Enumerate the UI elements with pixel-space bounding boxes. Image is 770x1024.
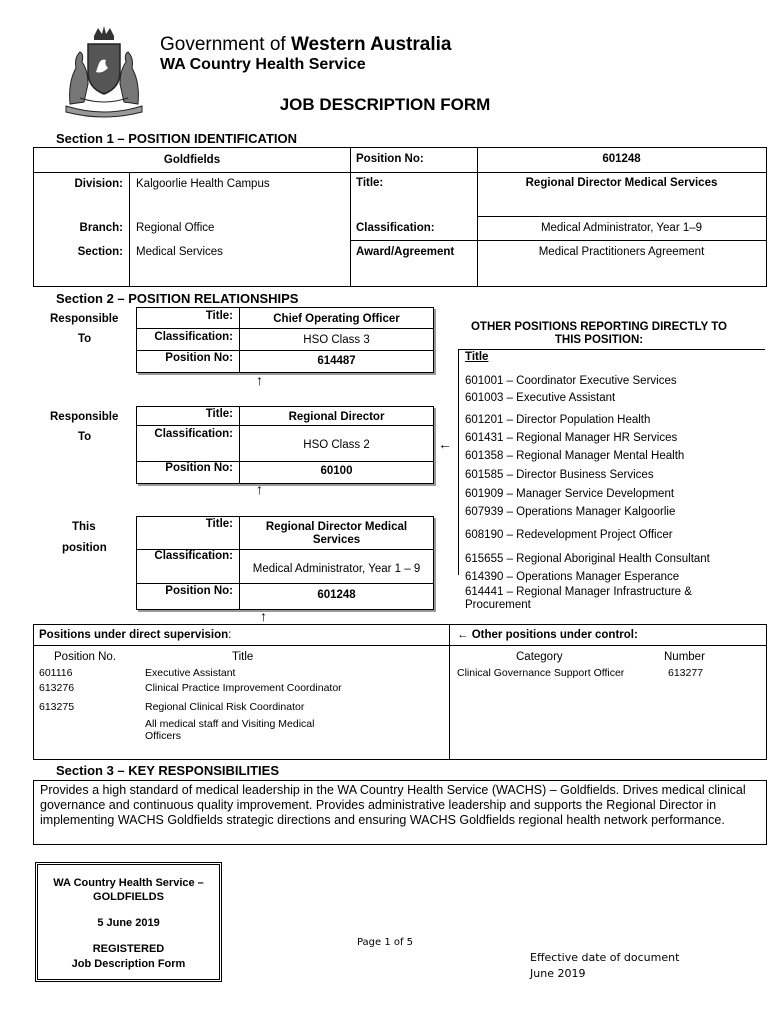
stamp-line-3: REGISTERED [92,943,165,955]
branch-value: Regional Office [136,222,215,234]
box1-position-no: 614487 [317,355,356,367]
responsible-to-box-1 [136,307,434,373]
col-number: Number [664,651,705,663]
box3-title-1: Regional Director Medical [265,521,408,533]
box2-classification: HSO Class 2 [303,439,370,451]
box3-title-label: Title: [205,518,233,530]
up-arrow-icon: ↑ [256,481,263,497]
division-label: Division: [74,178,123,190]
other-position-item: 601001 – Coordinator Executive Services [465,375,677,387]
award-value: Medical Practitioners Agreement [538,246,705,258]
section-label: Section: [77,246,123,258]
box2-title: Regional Director [288,411,385,423]
col-category: Category [516,651,563,663]
gov-prefix: Government of [160,34,291,55]
box3-classification: Medical Administrator, Year 1 – 9 [252,563,421,575]
up-arrow-icon: ↑ [260,608,267,624]
box2-side-label-1: Responsible [50,411,119,423]
box1-side-label-2: To [78,333,92,345]
box1-side-label-1: Responsible [50,313,119,325]
section-value: Medical Services [136,246,223,258]
classification-value: Medical Administrator, Year 1–9 [540,222,703,234]
section1-heading: Section 1 – POSITION IDENTIFICATION [56,131,298,146]
box-divider [137,328,433,329]
other-control-heading [457,629,638,641]
col-divider [129,172,130,286]
page-number: Page 1 of 5 [356,937,414,948]
box-divider [137,350,433,351]
box3-title-2: Services [312,534,361,546]
box1-title: Chief Operating Officer [273,313,400,325]
branch-label: Branch: [79,222,123,234]
this-position-box [136,516,434,610]
box3-side-label-1: This [72,521,96,533]
other-positions-divider [458,349,459,575]
other-position-item: 601909 – Manager Service Development [465,488,675,500]
other-position-item: 607939 – Operations Manager Kalgoorlie [465,506,676,518]
up-arrow-icon: ↑ [256,372,263,388]
box2-side-label-2: To [78,431,92,443]
table-row-title: Regional Clinical Risk Coordinator [145,701,305,713]
service-title: WA Country Health Service [160,56,366,73]
row-divider [34,645,766,646]
col-divider [350,148,351,286]
other-positions-heading-1: OTHER POSITIONS REPORTING DIRECTLY TO [470,321,727,333]
other-position-item: 601201 – Director Population Health [465,414,651,426]
table-row-no: 601116 [39,667,73,679]
section3-heading: Section 3 – KEY RESPONSIBILITIES [56,763,279,778]
row-divider [477,216,766,217]
other-row-number: 613277 [668,667,704,679]
table-row-no: 613276 [39,682,75,694]
col-position-no: Position No. [54,651,117,663]
registered-stamp [35,862,222,982]
box3-class-label: Classification: [154,550,233,562]
box3-side-label-2: position [62,542,107,554]
other-position-item: 614390 – Operations Manager Esperance [465,571,680,583]
classification-label: Classification: [356,222,435,234]
left-arrow-icon: ← [438,436,452,452]
supervision-heading [39,629,231,641]
table-row-no: 613275 [39,701,75,713]
section2-heading: Section 2 – POSITION RELATIONSHIPS [56,291,299,306]
other-position-item: 614441 – Regional Manager Infrastructure & [465,586,692,598]
other-row-category: Clinical Governance Support Officer [457,667,625,679]
other-positions-title-label: Title [465,351,489,363]
table-row-title: All medical staff and Visiting Medical [145,718,315,730]
col-divider [477,148,478,286]
box3-position-no: 601248 [317,589,356,601]
row-divider [350,240,766,241]
government-title [160,34,451,56]
other-control-heading-text: Other positions under control: [471,629,638,641]
stamp-line-1: WA Country Health Service – [53,877,204,889]
other-position-item: 601003 – Executive Assistant [465,392,616,404]
table-row-title: Officers [145,730,181,742]
col-title: Title [232,651,254,663]
box1-pos-label: Position No: [165,352,233,364]
effective-date-label: Effective date of document [530,951,680,964]
box-divider [137,425,433,426]
box2-position-no: 60100 [320,465,353,477]
box2-class-label: Classification: [154,428,233,440]
responsible-to-box-2 [136,406,434,484]
box1-title-label: Title: [205,310,233,322]
stamp-date: 5 June 2019 [97,917,160,929]
box2-pos-label: Position No: [165,462,233,474]
box-divider [137,583,433,584]
table-row-title: Clinical Practice Improvement Coordinator [145,682,342,694]
row-divider [34,172,766,173]
key-responsibilities-text: Provides a high standard of medical leadership in the WA Country Health Service (WACHS) – Goldfields. Drives medical clinical governance and continuous quality improvement. Provides administrative leadership and supports the Regional Director in implementing WACHS Goldfields strategic directions and ensuring WACHS Goldfields regional health network performance. [40,783,746,827]
supervision-heading-colon: : [228,629,232,641]
position-no-value: 601248 [602,153,641,165]
title-value: Regional Director Medical Services [525,177,718,189]
position-identification-table [33,147,767,287]
award-label: Award/Agreement [356,246,455,258]
other-position-item: Procurement [465,599,531,611]
division-value: Kalgoorlie Health Campus [136,178,270,190]
other-position-item: 615655 – Regional Aboriginal Health Consultant [465,553,710,565]
title-label: Title: [356,177,384,189]
left-arrow-icon: ← [457,629,469,641]
box3-pos-label: Position No: [165,585,233,597]
other-position-item: 601431 – Regional Manager HR Services [465,432,678,444]
box2-title-label: Title: [205,408,233,420]
table-row-title: Executive Assistant [145,667,236,679]
other-positions-heading-2: THIS POSITION: [554,334,644,346]
supervision-heading-text: Positions under direct supervision [39,629,229,641]
other-position-item: 601585 – Director Business Services [465,469,654,481]
other-positions-divider [458,349,765,350]
box1-classification: HSO Class 3 [303,334,370,346]
region-value: Goldfields [163,154,221,166]
other-position-item: 601358 – Regional Manager Mental Health [465,450,685,462]
other-position-item: 608190 – Redevelopment Project Officer [465,529,673,541]
form-title: JOB DESCRIPTION FORM [279,95,491,114]
box1-class-label: Classification: [154,331,233,343]
effective-date-value: June 2019 [530,967,586,980]
stamp-line-2: GOLDFIELDS [93,891,164,903]
gov-strong: Western Australia [290,34,452,55]
stamp-line-4: Job Description Form [71,958,186,970]
supervision-table [33,624,767,760]
position-no-label: Position No: [356,153,424,165]
